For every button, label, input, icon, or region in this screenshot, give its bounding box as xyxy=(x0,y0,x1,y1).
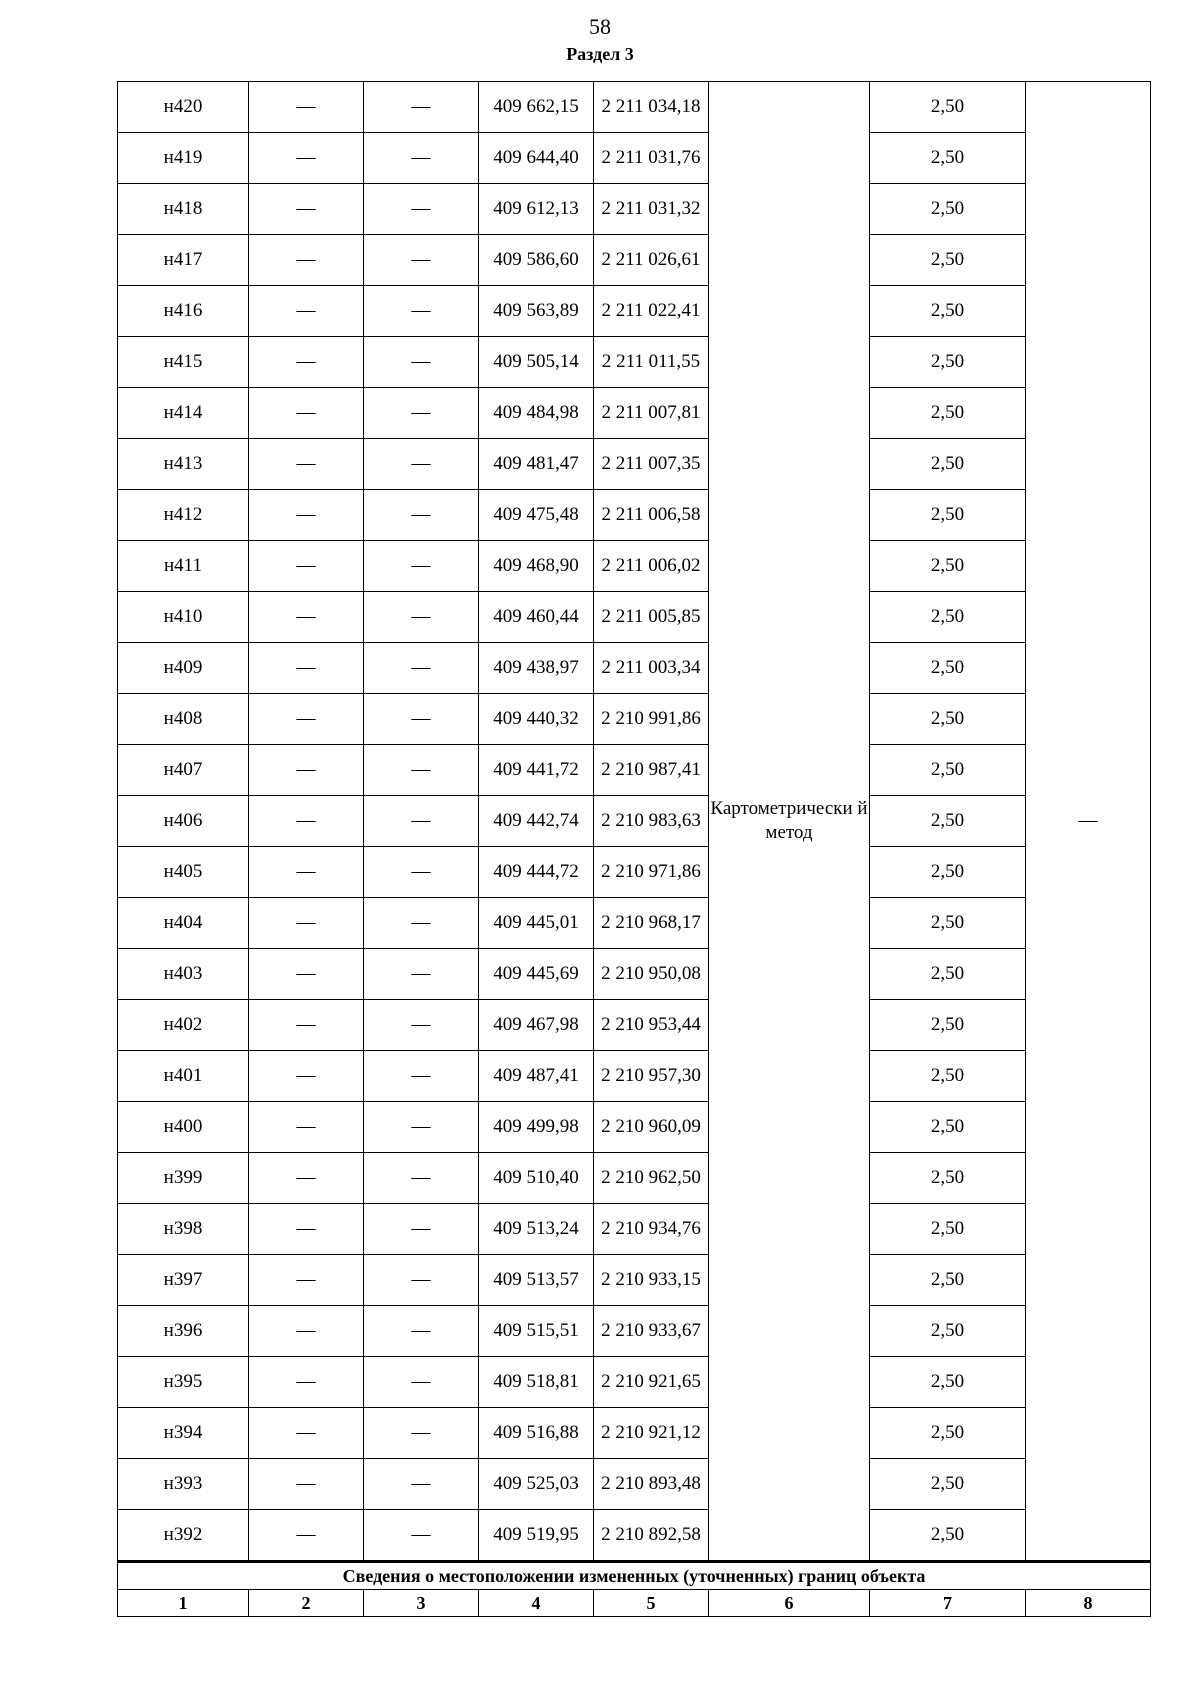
x-coordinate-cell: 409 586,60 xyxy=(479,235,594,286)
column-number: 4 xyxy=(479,1590,594,1617)
table-row xyxy=(118,337,1151,388)
dash-cell-col2: — xyxy=(249,1510,364,1562)
y-coordinate-cell: 2 210 921,65 xyxy=(594,1357,709,1408)
precision-cell: 2,50 xyxy=(870,847,1026,898)
y-coordinate-cell: 2 211 031,32 xyxy=(594,184,709,235)
dash-cell-col3: — xyxy=(364,1204,479,1255)
y-coordinate-cell: 2 210 893,48 xyxy=(594,1459,709,1510)
table-row xyxy=(118,1153,1151,1204)
table-row xyxy=(118,1510,1151,1562)
table-row xyxy=(118,1255,1151,1306)
precision-cell: 2,50 xyxy=(870,1102,1026,1153)
x-coordinate-cell: 409 445,69 xyxy=(479,949,594,1000)
x-coordinate-cell: 409 499,98 xyxy=(479,1102,594,1153)
x-coordinate-cell: 409 513,24 xyxy=(479,1204,594,1255)
dash-cell-col2: — xyxy=(249,796,364,847)
precision-cell: 2,50 xyxy=(870,286,1026,337)
point-cell: н416 xyxy=(118,286,249,337)
point-cell: н410 xyxy=(118,592,249,643)
y-coordinate-cell: 2 211 011,55 xyxy=(594,337,709,388)
table-row xyxy=(118,1459,1151,1510)
precision-cell: 2,50 xyxy=(870,490,1026,541)
point-cell: н394 xyxy=(118,1408,249,1459)
precision-cell: 2,50 xyxy=(870,643,1026,694)
precision-cell: 2,50 xyxy=(870,745,1026,796)
table-row xyxy=(118,184,1151,235)
method-cell: Картометрически й метод xyxy=(709,82,870,1562)
y-coordinate-cell: 2 211 022,41 xyxy=(594,286,709,337)
point-cell: н411 xyxy=(118,541,249,592)
dash-cell-col2: — xyxy=(249,235,364,286)
point-cell: н395 xyxy=(118,1357,249,1408)
x-coordinate-cell: 409 440,32 xyxy=(479,694,594,745)
x-coordinate-cell: 409 460,44 xyxy=(479,592,594,643)
table-row xyxy=(118,949,1151,1000)
table-caption: Сведения о местоположении измененных (уточненных) границ объекта xyxy=(118,1562,1151,1590)
x-coordinate-cell: 409 441,72 xyxy=(479,745,594,796)
dash-cell-col3: — xyxy=(364,1000,479,1051)
y-coordinate-cell: 2 210 957,30 xyxy=(594,1051,709,1102)
dash-cell-col3: — xyxy=(364,643,479,694)
dash-cell-col2: — xyxy=(249,1204,364,1255)
column-number: 6 xyxy=(709,1590,870,1617)
table-row xyxy=(118,490,1151,541)
x-coordinate-cell: 409 525,03 xyxy=(479,1459,594,1510)
dash-cell-col3: — xyxy=(364,694,479,745)
table-body xyxy=(118,82,1151,1617)
x-coordinate-cell: 409 505,14 xyxy=(479,337,594,388)
precision-cell: 2,50 xyxy=(870,949,1026,1000)
point-cell: н407 xyxy=(118,745,249,796)
y-coordinate-cell: 2 210 968,17 xyxy=(594,898,709,949)
y-coordinate-cell: 2 211 006,58 xyxy=(594,490,709,541)
y-coordinate-cell: 2 211 034,18 xyxy=(594,82,709,133)
dash-cell-col3: — xyxy=(364,1357,479,1408)
point-cell: н414 xyxy=(118,388,249,439)
y-coordinate-cell: 2 210 953,44 xyxy=(594,1000,709,1051)
dash-cell-col3: — xyxy=(364,949,479,1000)
y-coordinate-cell: 2 210 934,76 xyxy=(594,1204,709,1255)
point-cell: н405 xyxy=(118,847,249,898)
y-coordinate-cell: 2 210 892,58 xyxy=(594,1510,709,1562)
dash-cell-col3: — xyxy=(364,490,479,541)
dash-cell-col2: — xyxy=(249,847,364,898)
x-coordinate-cell: 409 516,88 xyxy=(479,1408,594,1459)
point-cell: н400 xyxy=(118,1102,249,1153)
section-title: Раздел 3 xyxy=(566,44,634,64)
point-cell: н392 xyxy=(118,1510,249,1562)
y-coordinate-cell: 2 211 026,61 xyxy=(594,235,709,286)
point-cell: н409 xyxy=(118,643,249,694)
table-row xyxy=(118,1051,1151,1102)
dash-cell-col3: — xyxy=(364,592,479,643)
dash-cell-col3: — xyxy=(364,1408,479,1459)
point-cell: н415 xyxy=(118,337,249,388)
y-coordinate-cell: 2 211 007,35 xyxy=(594,439,709,490)
table-row xyxy=(118,745,1151,796)
y-coordinate-cell: 2 211 006,02 xyxy=(594,541,709,592)
x-coordinate-cell: 409 487,41 xyxy=(479,1051,594,1102)
x-coordinate-cell: 409 662,15 xyxy=(479,82,594,133)
dash-cell-col2: — xyxy=(249,1408,364,1459)
y-coordinate-cell: 2 210 971,86 xyxy=(594,847,709,898)
precision-cell: 2,50 xyxy=(870,82,1026,133)
column-number: 7 xyxy=(870,1590,1026,1617)
point-cell: н397 xyxy=(118,1255,249,1306)
x-coordinate-cell: 409 475,48 xyxy=(479,490,594,541)
dash-cell-col2: — xyxy=(249,1102,364,1153)
precision-cell: 2,50 xyxy=(870,1255,1026,1306)
dash-cell-col3: — xyxy=(364,1459,479,1510)
y-coordinate-cell: 2 210 983,63 xyxy=(594,796,709,847)
x-coordinate-cell: 409 481,47 xyxy=(479,439,594,490)
precision-cell: 2,50 xyxy=(870,1357,1026,1408)
precision-cell: 2,50 xyxy=(870,1306,1026,1357)
dash-cell-col2: — xyxy=(249,388,364,439)
dash-cell-col3: — xyxy=(364,439,479,490)
dash-cell-col3: — xyxy=(364,337,479,388)
precision-cell: 2,50 xyxy=(870,337,1026,388)
dash-cell-col3: — xyxy=(364,1102,479,1153)
precision-cell: 2,50 xyxy=(870,1153,1026,1204)
table-row xyxy=(118,235,1151,286)
precision-cell: 2,50 xyxy=(870,235,1026,286)
table-row xyxy=(118,694,1151,745)
precision-cell: 2,50 xyxy=(870,439,1026,490)
dash-cell-col2: — xyxy=(249,286,364,337)
x-coordinate-cell: 409 510,40 xyxy=(479,1153,594,1204)
point-cell: н420 xyxy=(118,82,249,133)
x-coordinate-cell: 409 515,51 xyxy=(479,1306,594,1357)
dash-cell-col3: — xyxy=(364,796,479,847)
table-row xyxy=(118,796,1151,847)
dash-cell-col2: — xyxy=(249,1357,364,1408)
x-coordinate-cell: 409 519,95 xyxy=(479,1510,594,1562)
x-coordinate-cell: 409 644,40 xyxy=(479,133,594,184)
y-coordinate-cell: 2 210 921,12 xyxy=(594,1408,709,1459)
precision-cell: 2,50 xyxy=(870,388,1026,439)
precision-cell: 2,50 xyxy=(870,1408,1026,1459)
dash-cell-col3: — xyxy=(364,1306,479,1357)
y-coordinate-cell: 2 210 991,86 xyxy=(594,694,709,745)
column-number: 1 xyxy=(118,1590,249,1617)
point-cell: н413 xyxy=(118,439,249,490)
y-coordinate-cell: 2 211 007,81 xyxy=(594,388,709,439)
dash-cell-col2: — xyxy=(249,1051,364,1102)
y-coordinate-cell: 2 210 987,41 xyxy=(594,745,709,796)
precision-cell: 2,50 xyxy=(870,1000,1026,1051)
table-row xyxy=(118,1306,1151,1357)
y-coordinate-cell: 2 210 962,50 xyxy=(594,1153,709,1204)
dash-cell-col3: — xyxy=(364,541,479,592)
dash-cell-col3: — xyxy=(364,1255,479,1306)
column-number: 5 xyxy=(594,1590,709,1617)
point-cell: н401 xyxy=(118,1051,249,1102)
dash-cell-col2: — xyxy=(249,1153,364,1204)
point-cell: н418 xyxy=(118,184,249,235)
dash-cell-col2: — xyxy=(249,541,364,592)
x-coordinate-cell: 409 612,13 xyxy=(479,184,594,235)
point-cell: н402 xyxy=(118,1000,249,1051)
x-coordinate-cell: 409 563,89 xyxy=(479,286,594,337)
dash-cell-col2: — xyxy=(249,643,364,694)
dash-cell-col2: — xyxy=(249,1459,364,1510)
dash-cell-col3: — xyxy=(364,847,479,898)
dash-cell-col2: — xyxy=(249,745,364,796)
dash-cell-col3: — xyxy=(364,133,479,184)
column-number: 3 xyxy=(364,1590,479,1617)
table-row xyxy=(118,133,1151,184)
table-row xyxy=(118,1408,1151,1459)
point-cell: н404 xyxy=(118,898,249,949)
column-number: 8 xyxy=(1026,1590,1151,1617)
point-cell: н403 xyxy=(118,949,249,1000)
x-coordinate-cell: 409 468,90 xyxy=(479,541,594,592)
precision-cell: 2,50 xyxy=(870,796,1026,847)
precision-cell: 2,50 xyxy=(870,1459,1026,1510)
table-row xyxy=(118,541,1151,592)
x-coordinate-cell: 409 442,74 xyxy=(479,796,594,847)
y-coordinate-cell: 2 210 960,09 xyxy=(594,1102,709,1153)
table-row xyxy=(118,898,1151,949)
y-coordinate-cell: 2 210 933,67 xyxy=(594,1306,709,1357)
dash-cell-col2: — xyxy=(249,490,364,541)
dash-cell-col3: — xyxy=(364,745,479,796)
table-row xyxy=(118,1357,1151,1408)
point-cell: н419 xyxy=(118,133,249,184)
precision-cell: 2,50 xyxy=(870,898,1026,949)
precision-cell: 2,50 xyxy=(870,1204,1026,1255)
precision-cell: 2,50 xyxy=(870,1510,1026,1562)
dash-cell-col2: — xyxy=(249,694,364,745)
point-cell: н406 xyxy=(118,796,249,847)
point-cell: н417 xyxy=(118,235,249,286)
y-coordinate-cell: 2 210 950,08 xyxy=(594,949,709,1000)
table-row xyxy=(118,286,1151,337)
dash-cell-col2: — xyxy=(249,82,364,133)
table-row xyxy=(118,1102,1151,1153)
precision-cell: 2,50 xyxy=(870,184,1026,235)
dash-cell-col2: — xyxy=(249,1306,364,1357)
y-coordinate-cell: 2 210 933,15 xyxy=(594,1255,709,1306)
dash-cell-col2: — xyxy=(249,439,364,490)
dash-cell-col2: — xyxy=(249,133,364,184)
dash-cell-col3: — xyxy=(364,82,479,133)
page-number: 58 xyxy=(589,14,611,39)
point-cell: н408 xyxy=(118,694,249,745)
dash-cell-col2: — xyxy=(249,1000,364,1051)
dash-cell-col3: — xyxy=(364,898,479,949)
table-row xyxy=(118,439,1151,490)
dash-cell-col2: — xyxy=(249,184,364,235)
x-coordinate-cell: 409 484,98 xyxy=(479,388,594,439)
table-row xyxy=(118,592,1151,643)
y-coordinate-cell: 2 211 031,76 xyxy=(594,133,709,184)
y-coordinate-cell: 2 211 005,85 xyxy=(594,592,709,643)
column-number-row xyxy=(118,1590,1151,1617)
table-row xyxy=(118,388,1151,439)
dash-cell-col3: — xyxy=(364,388,479,439)
y-coordinate-cell: 2 211 003,34 xyxy=(594,643,709,694)
dash-cell-col2: — xyxy=(249,1255,364,1306)
x-coordinate-cell: 409 513,57 xyxy=(479,1255,594,1306)
point-cell: н393 xyxy=(118,1459,249,1510)
x-coordinate-cell: 409 444,72 xyxy=(479,847,594,898)
point-cell: н398 xyxy=(118,1204,249,1255)
dash-cell-col3: — xyxy=(364,1510,479,1562)
table-row xyxy=(118,1204,1151,1255)
point-cell: н399 xyxy=(118,1153,249,1204)
dash-cell-col3: — xyxy=(364,1153,479,1204)
column-number: 2 xyxy=(249,1590,364,1617)
precision-cell: 2,50 xyxy=(870,1051,1026,1102)
dash-cell-col2: — xyxy=(249,592,364,643)
precision-cell: 2,50 xyxy=(870,133,1026,184)
precision-cell: 2,50 xyxy=(870,592,1026,643)
x-coordinate-cell: 409 467,98 xyxy=(479,1000,594,1051)
coordinates-table xyxy=(117,81,1151,1617)
caption-row xyxy=(118,1562,1151,1590)
x-coordinate-cell: 409 438,97 xyxy=(479,643,594,694)
dash-cell-col2: — xyxy=(249,337,364,388)
point-cell: н412 xyxy=(118,490,249,541)
table-row xyxy=(118,1000,1151,1051)
x-coordinate-cell: 409 518,81 xyxy=(479,1357,594,1408)
dash-cell-col2: — xyxy=(249,898,364,949)
dash-cell-col3: — xyxy=(364,286,479,337)
dash-cell-col3: — xyxy=(364,184,479,235)
column-8-cell: — xyxy=(1026,82,1151,1562)
table-row xyxy=(118,82,1151,133)
table-row xyxy=(118,643,1151,694)
dash-cell-col3: — xyxy=(364,1051,479,1102)
precision-cell: 2,50 xyxy=(870,541,1026,592)
precision-cell: 2,50 xyxy=(870,694,1026,745)
dash-cell-col3: — xyxy=(364,235,479,286)
table-row xyxy=(118,847,1151,898)
dash-cell-col2: — xyxy=(249,949,364,1000)
point-cell: н396 xyxy=(118,1306,249,1357)
x-coordinate-cell: 409 445,01 xyxy=(479,898,594,949)
